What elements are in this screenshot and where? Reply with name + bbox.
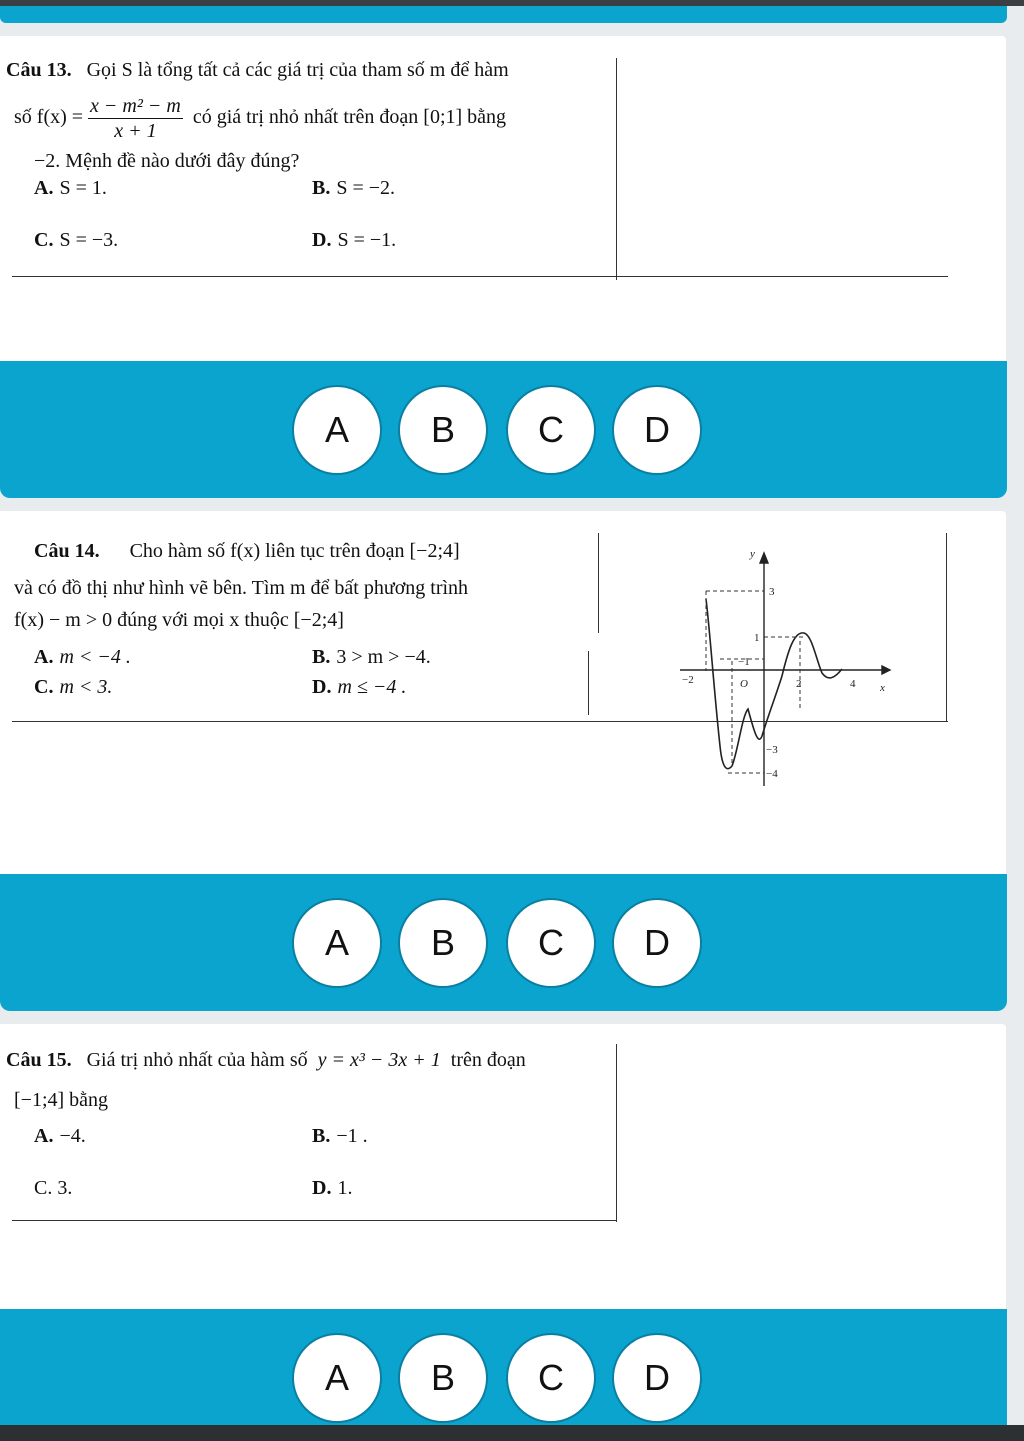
question-14-answer-band (0, 874, 1007, 1011)
question-15-line2: [−1;4] bằng (14, 1089, 109, 1111)
x-axis-label: x (880, 682, 885, 694)
question-13-line3: −2. Mệnh đề nào dưới đây đúng? (34, 150, 300, 172)
table-border-bottom (12, 276, 948, 277)
q14-option-d: D. m ≤ −4 . (312, 676, 407, 698)
tick-label-y-neg4: −4 (766, 768, 778, 780)
q13-answer-b-button[interactable]: B (398, 385, 488, 475)
tick-label-y3: 3 (769, 586, 775, 598)
q13-answer-d-button[interactable]: D (612, 385, 702, 475)
question-14-line3: f(x) − m > 0 đúng với mọi x thuộc [−2;4] (14, 609, 344, 631)
bottom-navigation-bar (0, 1425, 1024, 1441)
tick-label-x4: 4 (850, 678, 856, 690)
q15-answer-c-button[interactable]: C (506, 1333, 596, 1423)
tick-label-y1: 1 (754, 632, 760, 644)
q13-option-c: C. S = −3. (34, 229, 119, 251)
function-graph (670, 541, 900, 791)
question-15-line1: Câu 15. Giá trị nhỏ nhất của hàm số y = x³ − 3x + 1 trên đoạn (6, 1049, 526, 1071)
question-13-label: Câu 13. (6, 59, 72, 81)
q14-option-a: A. m < −4 . (34, 646, 131, 668)
question-13-line2: số f(x) = $\frac{\text{x − m² − m}}{x + 1}$ có giá trị nhỏ nhất trên đoạn [0;1] bằng (14, 95, 507, 142)
table-border-right (616, 58, 617, 280)
q15-answer-d-button[interactable]: D (612, 1333, 702, 1423)
q13-answer-a-button[interactable]: A (292, 385, 382, 475)
q15-option-b: B. −1 . (312, 1125, 368, 1147)
q13-answer-c-button[interactable]: C (506, 385, 596, 475)
q15-answer-a-button[interactable]: A (292, 1333, 382, 1423)
q14-answer-d-button[interactable]: D (612, 898, 702, 988)
question-14-line2: và có đồ thị như hình vẽ bên. Tìm m để bất phương trình (14, 577, 469, 599)
q13-option-d: D. S = −1. (312, 229, 397, 251)
question-13-line1: Câu 13. Gọi S là tổng tất cả các giá trị của tham số m để hàm (6, 59, 509, 81)
question-13-answer-band (0, 361, 1007, 498)
y-axis-arrow (760, 553, 768, 563)
table-border-mid (598, 533, 599, 633)
q15-option-c: C. 3. (34, 1177, 73, 1199)
question-14-card (0, 511, 1006, 877)
tick-label-y-neg3: −3 (766, 744, 778, 756)
question-14-label: Câu 14. (34, 540, 100, 562)
question-15-answer-band (0, 1309, 1007, 1429)
question-13-card (0, 36, 1006, 364)
q15-answer-b-button[interactable]: B (398, 1333, 488, 1423)
table-border-right (616, 1044, 617, 1222)
q14-answer-b-button[interactable]: B (398, 898, 488, 988)
origin-label: O (740, 678, 748, 690)
question-15-label: Câu 15. (6, 1049, 72, 1071)
q14-option-c: C. m < 3. (34, 676, 113, 698)
question-15-card (0, 1024, 1006, 1312)
table-border-right (946, 533, 947, 721)
q15-option-a: A. −4. (34, 1125, 86, 1147)
tick-label-x2: 2 (796, 678, 802, 690)
q13-option-b: B. S = −2. (312, 177, 396, 199)
x-axis-arrow (882, 666, 890, 674)
q13-option-a: A. S = 1. (34, 177, 107, 199)
q14-answer-c-button[interactable]: C (506, 898, 596, 988)
table-border-mid-lower (588, 651, 589, 715)
function-fraction: $\frac{\text{x − m² − m}}{x + 1}$ (90, 95, 181, 142)
q14-answer-a-button[interactable]: A (292, 898, 382, 988)
tick-label-x-neg2: −2 (682, 674, 694, 686)
top-accent-band (0, 6, 1007, 23)
q14-option-b: B. 3 > m > −4. (312, 646, 431, 668)
tick-label-y-neg1: −1 (738, 656, 750, 668)
question-14-line1: Câu 14. Cho hàm số f(x) liên tục trên đoạn [−2;4] (34, 540, 460, 562)
function-formula: y = x³ − 3x + 1 (317, 1049, 441, 1071)
q15-option-d: D. 1. (312, 1177, 353, 1199)
table-border-bottom (12, 1220, 617, 1221)
y-axis-label: y (750, 548, 755, 560)
